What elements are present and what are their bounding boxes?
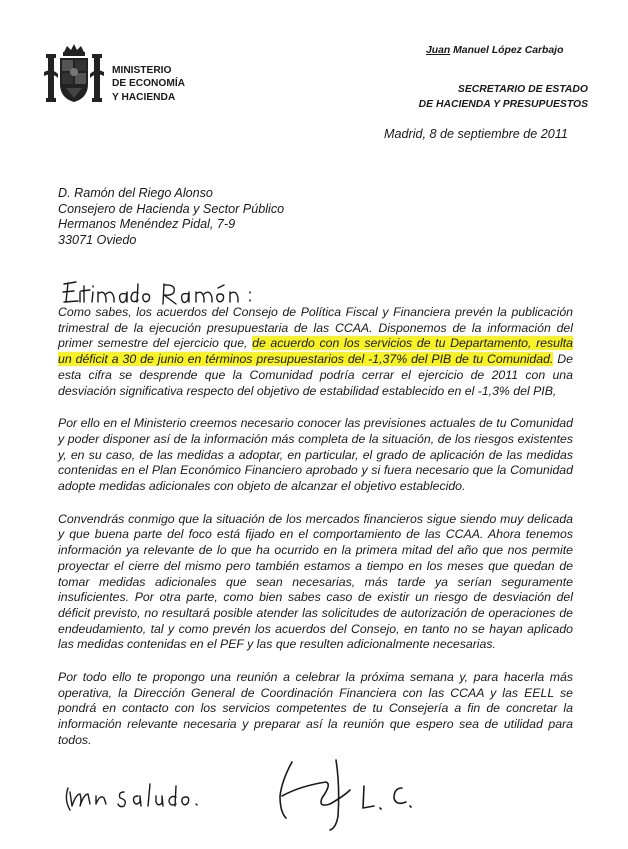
ministry-line: MINISTERIO xyxy=(112,65,172,76)
paragraph-2: Por ello en el Ministerio creemos necesario conocer las previsiones actuales de tu Comunidad y poder disponer así de la información más completa de la situación, de los riesgos existentes y, en su caso, de las medidas a adoptar, en particular, el grado de aplicación de las medidas contenidas en el Plan Económico Financiero aprobado y si fuera necesario que la Comunidad adopte medidas adicionales con objeto de alcanzar el objetivo establecido. xyxy=(58,416,573,494)
ministry-name xyxy=(112,64,185,104)
ministry-line: Y HACIENDA xyxy=(112,91,176,103)
paragraph-1-rest: De esta cifra se desprende que la Comunidad podría cerrar el ejercicio de 2011 con una desviación significativa respecto del objetivo de estabilidad establecido en el -1,3% del PIB, xyxy=(58,352,574,398)
recipient-line: Hermanos Menéndez Pidal, 7-9 xyxy=(58,217,236,232)
letter-date: Madrid, 8 de septiembre de 2011 xyxy=(384,127,568,141)
highlighted-deficit-text: de acuerdo con los servicios de tu Departamento, resulta un déficit a 30 de junio en términos presupuestarios del -1,37% del PIB de tu Comunidad. xyxy=(58,336,573,367)
recipient-address xyxy=(58,186,284,248)
paragraph-1-text: Como sabes, los acuerdos del Consejo de Política Fiscal y Financiera prevén la publicación trimestral de la ejecución presupuestaria de las CCAA. Disponemos de la información del primer semestre del ejercicio que, xyxy=(58,305,573,351)
handwritten-closing xyxy=(62,770,232,818)
sender-title xyxy=(348,83,588,112)
paragraph-4: Por todo ello te propongo una reunión a celebrar la próxima semana y, para hacerla más operativa, la Dirección General de Coordinación Financiera con las CCAA y las EELL se pondrá en contacto con los servicios competentes de tu Consejería a fin de concretar la información relevante necesaria y preparar así la reunión que espero sea de utilidad para todos. xyxy=(58,670,573,747)
recipient-line: D. Ramón del Riego Alonso xyxy=(58,186,213,200)
sender-name xyxy=(426,45,563,56)
recipient-line: Consejero de Hacienda y Sector Público xyxy=(58,201,285,216)
paragraph-3: Convendrás conmigo que la situación de los mercados financieros sigue siendo muy delicada y que buena parte del foco está fijado en el comportamiento de las CCAA. Ahora tenemos información ya relevante de lo que ha ocurrido en la primera mitad del año que nos permite proyectar el cierre del mismo pero también estamos a tiempo en los meses que quedan de tomar medidas adicionales que sean necesarias, más tarde ya serían seguramente insuficientes. Por otra parte, como bien sabes caso de existir un riesgo de desviación del déficit previsto, no resultará posible atender las solicitudes de autorización de operaciones de endeudamiento, tal y como prevén los acuerdos del Consejo, en tanto no se hayan aplicado las medidas contenidas en el PEF y las que resulten adicionalmente necesarias. xyxy=(58,511,573,652)
signature xyxy=(270,756,430,834)
sender-title-line: DE HACIENDA Y PRESUPUESTOS xyxy=(418,98,588,110)
paragraph-1 xyxy=(58,305,573,399)
sender-surnames: Manuel López Carbajo xyxy=(450,45,564,56)
recipient-line: 33071 Oviedo xyxy=(58,232,137,247)
letter-body xyxy=(58,305,573,766)
coat-of-arms-icon xyxy=(44,42,104,108)
ministry-line: DE ECONOMÍA xyxy=(112,78,186,90)
sender-first-name: Juan xyxy=(426,45,451,56)
sender-title-line: SECRETARIO DE ESTADO xyxy=(457,84,588,95)
